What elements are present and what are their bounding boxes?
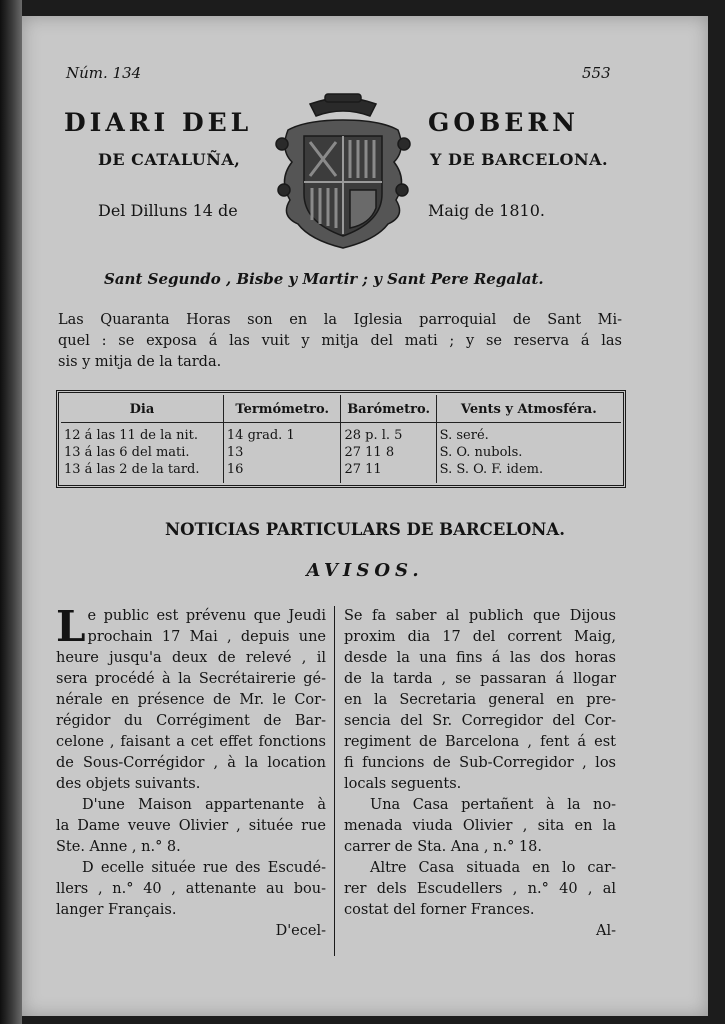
text-line: llers , n.° 40 , attenante au bou- <box>56 881 326 897</box>
cell-vents: S. O. nubols. <box>439 445 523 460</box>
quarant-horas-notice <box>58 310 622 373</box>
cell-termometro: 14 grad. 1 <box>223 423 341 445</box>
table-row <box>61 444 621 461</box>
column-divider <box>334 606 335 956</box>
text-line: en la Secretaria general en pre- <box>344 692 616 708</box>
text-line: régidor du Corrégiment de Bar- <box>56 713 326 729</box>
catchword: D'ecel- <box>275 923 326 939</box>
section-title: NOTICIAS PARTICULARS DE BARCELONA. <box>165 520 565 539</box>
issue-date-left: Del Dilluns 14 de <box>98 201 238 220</box>
catchword: Al- <box>595 923 616 939</box>
cell-termometro: 16 <box>223 461 341 483</box>
page-number: 553 <box>582 64 611 82</box>
text-line: proxim dia 17 del corrent Maig, <box>344 629 616 645</box>
text-line: la Dame veuve Olivier , située rue <box>56 818 326 834</box>
drop-cap: L <box>56 602 86 651</box>
masthead-title-left: DIARI DEL <box>64 108 253 137</box>
text-line: Ste. Anne , n.° 8. <box>56 839 181 855</box>
table-row <box>61 423 621 445</box>
avisos-heading: AVISOS. <box>306 560 424 581</box>
text-line: prochain 17 Mai , depuis une <box>87 629 326 645</box>
text-line: D'une Maison appartenante à <box>82 797 326 813</box>
cell-dia: 13 á las 2 de la tard. <box>61 461 223 483</box>
masthead-title-right: GOBERN <box>428 108 579 137</box>
text-line: carrer de Sta. Ana , n.° 18. <box>344 839 542 855</box>
issue-date-right: Maig de 1810. <box>428 201 545 220</box>
text-line: D ecelle située rue des Escudé- <box>82 860 326 876</box>
text-line: des objets suivants. <box>56 776 201 792</box>
saints-of-the-day: Sant Segundo , Bisbe y Martir ; y Sant Pere Regalat. <box>104 270 544 288</box>
newspaper-page <box>22 16 708 1016</box>
text-line: locals seguents. <box>344 776 462 792</box>
cell-vents: S. seré. <box>439 428 489 443</box>
column-header-barometro: Barómetro. <box>341 395 436 423</box>
text-line: celone , faisant a cet effet fonctions <box>56 734 326 750</box>
text-line: Una Casa pertañent à la no- <box>370 797 616 813</box>
column-header-vents: Vents y Atmosféra. <box>436 395 621 423</box>
cell-dia: 13 á las 6 del mati. <box>61 444 223 461</box>
book-gutter-shadow <box>0 0 22 1024</box>
column-header-termometro: Termómetro. <box>223 395 341 423</box>
notice-line: sis y mitja de la tarda. <box>58 354 222 370</box>
text-line: heure jusqu'a deux de relevé , il <box>56 650 326 666</box>
text-line: de la tarda , se passaran á llogar <box>344 671 616 687</box>
masthead-sub-left: DE CATALUÑA, <box>98 150 241 169</box>
text-line: rer dels Escudellers , n.° 40 , al <box>344 881 616 897</box>
cell-termometro: 13 <box>223 444 341 461</box>
text-line: costat del forner Frances. <box>344 902 535 918</box>
left-column-french <box>56 602 326 942</box>
text-line: menada viuda Olivier , sita en la <box>344 818 616 834</box>
cell-barometro: 28 p. l. 5 <box>341 423 436 445</box>
text-line: nérale en présence de Mr. le Cor- <box>56 692 326 708</box>
coat-of-arms-emblem <box>270 90 416 252</box>
text-line: sencia del Sr. Corregidor del Cor- <box>344 713 616 729</box>
notice-line: Las Quaranta Horas son en la Iglesia parroquial de Sant Mi- <box>58 312 622 328</box>
cell-barometro: 27 11 8 <box>341 444 436 461</box>
text-line: desde la una fins á las dos horas <box>344 650 616 666</box>
cell-dia: 12 á las 11 de la nit. <box>61 423 223 445</box>
notice-line: quel : se exposa á las vuit y mitja del mati ; y se reserva á las <box>58 333 622 349</box>
text-line: Altre Casa situada en lo car- <box>370 860 616 876</box>
weather-table <box>56 390 626 488</box>
column-header-dia: Dia <box>61 395 223 423</box>
issue-number: Núm. 134 <box>66 64 142 82</box>
text-line: fi funcions de Sub-Corregidor , los <box>344 755 616 771</box>
masthead-sub-right: Y DE BARCELONA. <box>430 150 609 169</box>
text-line: langer Français. <box>56 902 177 918</box>
text-line: sera procédé à la Secrétairerie gé- <box>56 671 326 687</box>
text-line: regiment de Barcelona , fent á est <box>344 734 616 750</box>
text-line: Se fa saber al publich que Dijous <box>344 608 616 624</box>
text-line: de Sous-Corrégidor , à la location <box>56 755 326 771</box>
right-column-catalan <box>344 606 616 942</box>
table-row <box>61 461 621 483</box>
text-line: e public est prévenu que Jeudi <box>87 608 326 624</box>
cell-barometro: 27 11 <box>341 461 436 483</box>
cell-vents: S. S. O. F. idem. <box>439 462 544 477</box>
